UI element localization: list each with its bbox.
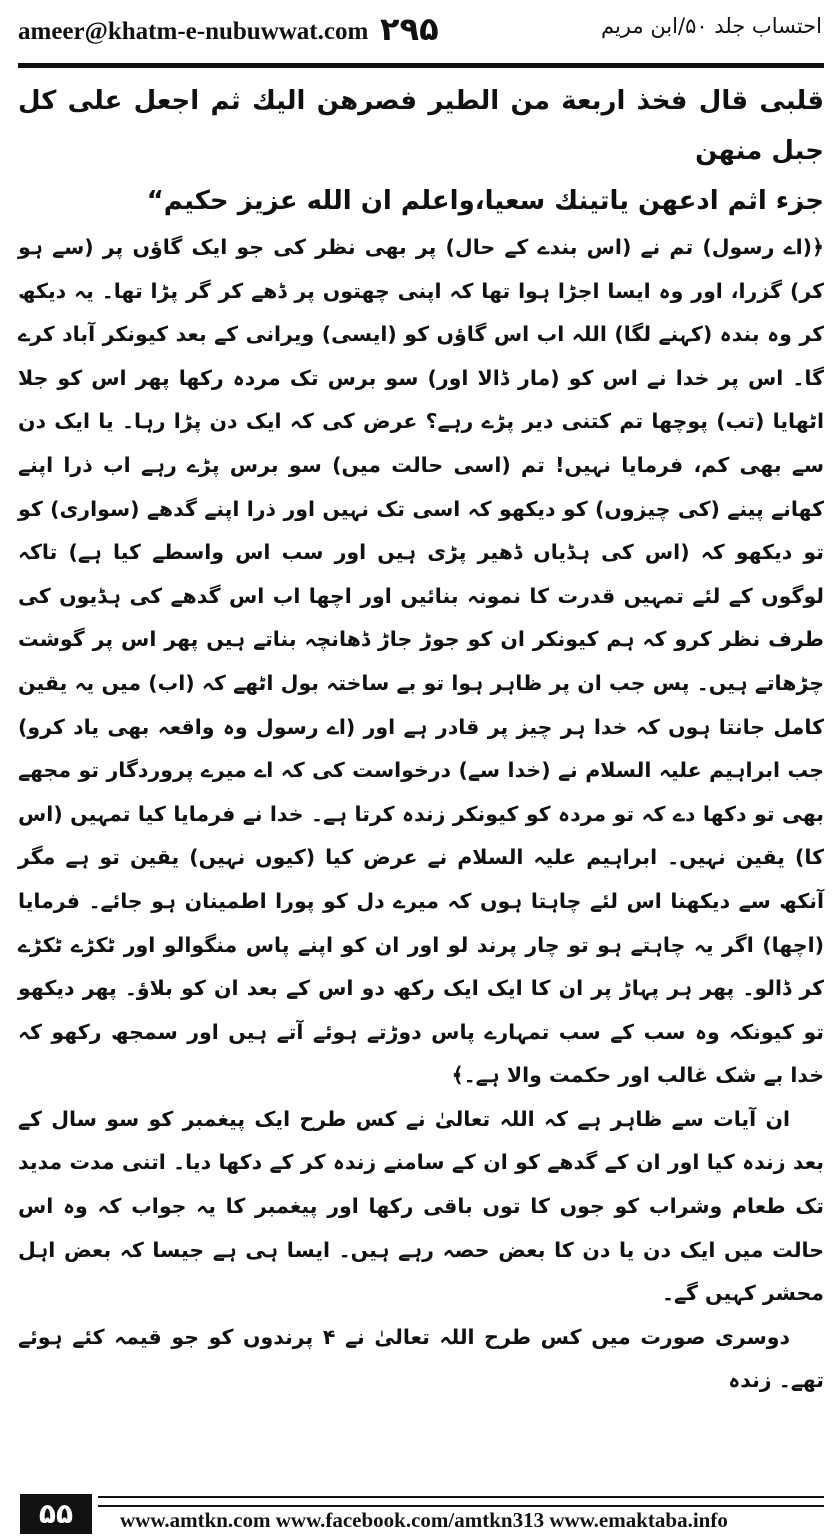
arabic-verse-line-1: قلبی قال فخذ اربعة من الطير فصرهن اليك ثم اجعل على كل جبل منهن bbox=[18, 86, 824, 166]
header-page-number: ۲۹۵ bbox=[380, 10, 439, 48]
footer-urls: www.amtkn.com www.facebook.com/amtkn313 www.emaktaba.info bbox=[120, 1508, 728, 1532]
page-header bbox=[0, 0, 840, 66]
header-rule bbox=[18, 63, 824, 68]
commentary-paragraph-1: ان آیات سے ظاہر ہے کہ اللہ تعالیٰ نے کس طرح ایک پیغمبر کو سو سال کے بعد زندہ کیا اور ان کے گدھے کو ان کے سامنے زندہ کر کے دکھا دیا۔ اتنی مدت مدید تک طعام وشراب کو جوں کا توں باقی رکھا اور پیغمبر کا یہ جواب کہ وہ اس حالت میں ایک دن یا دن کا بعض حصہ رہے ہیں۔ ایسا ہی ہے جیسا کہ بعض اہل محشر کہیں گے۔ bbox=[18, 1106, 824, 1306]
page-footer bbox=[0, 1488, 840, 1540]
footer-double-rule bbox=[98, 1496, 824, 1507]
header-book-title: احتساب جلد ۵۰/ابن مریم bbox=[600, 14, 822, 38]
arabic-verse-line-2: جزء اثم ادعهن ياتينك سعيا،واعلم ان الله عزيز حكيم“ bbox=[146, 186, 824, 216]
commentary-paragraph-2: دوسری صورت میں کس طرح اللہ تعالیٰ نے ۴ پرندوں کو جو قیمہ کئے ہوئے تھے۔ زندہ bbox=[18, 1324, 824, 1393]
footer-page-badge: ۵۵ bbox=[20, 1494, 92, 1534]
header-email: ameer@khatm-e-nubuwwat.com bbox=[18, 18, 369, 45]
urdu-translation: ﴿(اے رسول) تم نے (اس بندے کے حال) پر بھی نظر کی جو ایک گاؤں پر (سے ہو کر) گزرا، اور وہ ایسا اجڑا ہوا تھا کہ اپنی چھتوں پر ڈھے کر گر پڑا تھا۔ یہ دیکھ کر وہ بندہ (کہنے لگا) اللہ اب اس گاؤں کو (ایسی) ویرانی کے بعد کیونکر آباد کرے گا۔ اس پر خدا نے اس کو (مار ڈالا اور) سو برس تک مردہ رکھا پھر اس کو جلا اٹھایا (تب) پوچھا تم کتنی دیر پڑے رہے؟ عرض کی کہ ایک دن پڑا رہا۔ یا ایک دن سے بھی کم، فرمایا نہیں! تم (اسی حالت میں) سو برس پڑے رہے اب ذرا اپنے کھانے پینے (کی چیزوں) کو دیکھو کہ اسی تک نہیں اور ذرا اپنے گدھے (سواری) کو تو دیکھو کہ (اس کی ہڈیاں ڈھیر پڑی ہیں اور سب اس واسطے کیا ہے) تاکہ لوگوں کے لئے تمہیں قدرت کا نمونہ بنائیں اور اچھا اب اس گدھے کی ہڈیوں کی طرف نظر کرو کہ ہم کیونکر ان کو جوڑ جاڑ ڈھانچہ بناتے ہیں پھر اس پر گوشت چڑھاتے ہیں۔ پس جب ان پر ظاہر ہوا تو بے ساختہ بول اٹھے کہ (اب) میں یہ یقین کامل جانتا ہوں کہ خدا ہر چیز پر قادر ہے اور (اے رسول وہ واقعہ بھی یاد کرو) جب ابراہیم علیہ السلام نے (خدا سے) درخواست کی کہ اے میرے پروردگار تو مجھے بھی تو دکھا دے کہ تو مردہ کو کیونکر زندہ کرتا ہے۔ خدا نے فرمایا کیا تمہیں (اس کا) یقین نہیں۔ ابراہیم علیہ السلام نے عرض کیا (کیوں نہیں) یقین تو ہے مگر آنکھ سے دیکھنا اس لئے چاہتا ہوں کہ میرے دل کو پورا اطمینان ہو جائے۔ فرمایا (اچھا) اگر یہ چاہتے ہو تو چار پرند لو اور ان کو اپنے پاس منگوالو اور ٹکڑے ٹکڑے کر ڈالو۔ پھر ہر پہاڑ پر ان کا ایک ایک رکھ دو اس کے بعد ان کو بلاؤ۔ پھر دیکھو تو کیونکہ وہ سب کے سب تمہارے پاس دوڑتے ہوئے آتے ہیں اور سمجھ رکھو کہ خدا بے شک غالب اور حکمت والا ہے۔﴾ bbox=[18, 235, 824, 1088]
page-content bbox=[18, 76, 824, 1472]
